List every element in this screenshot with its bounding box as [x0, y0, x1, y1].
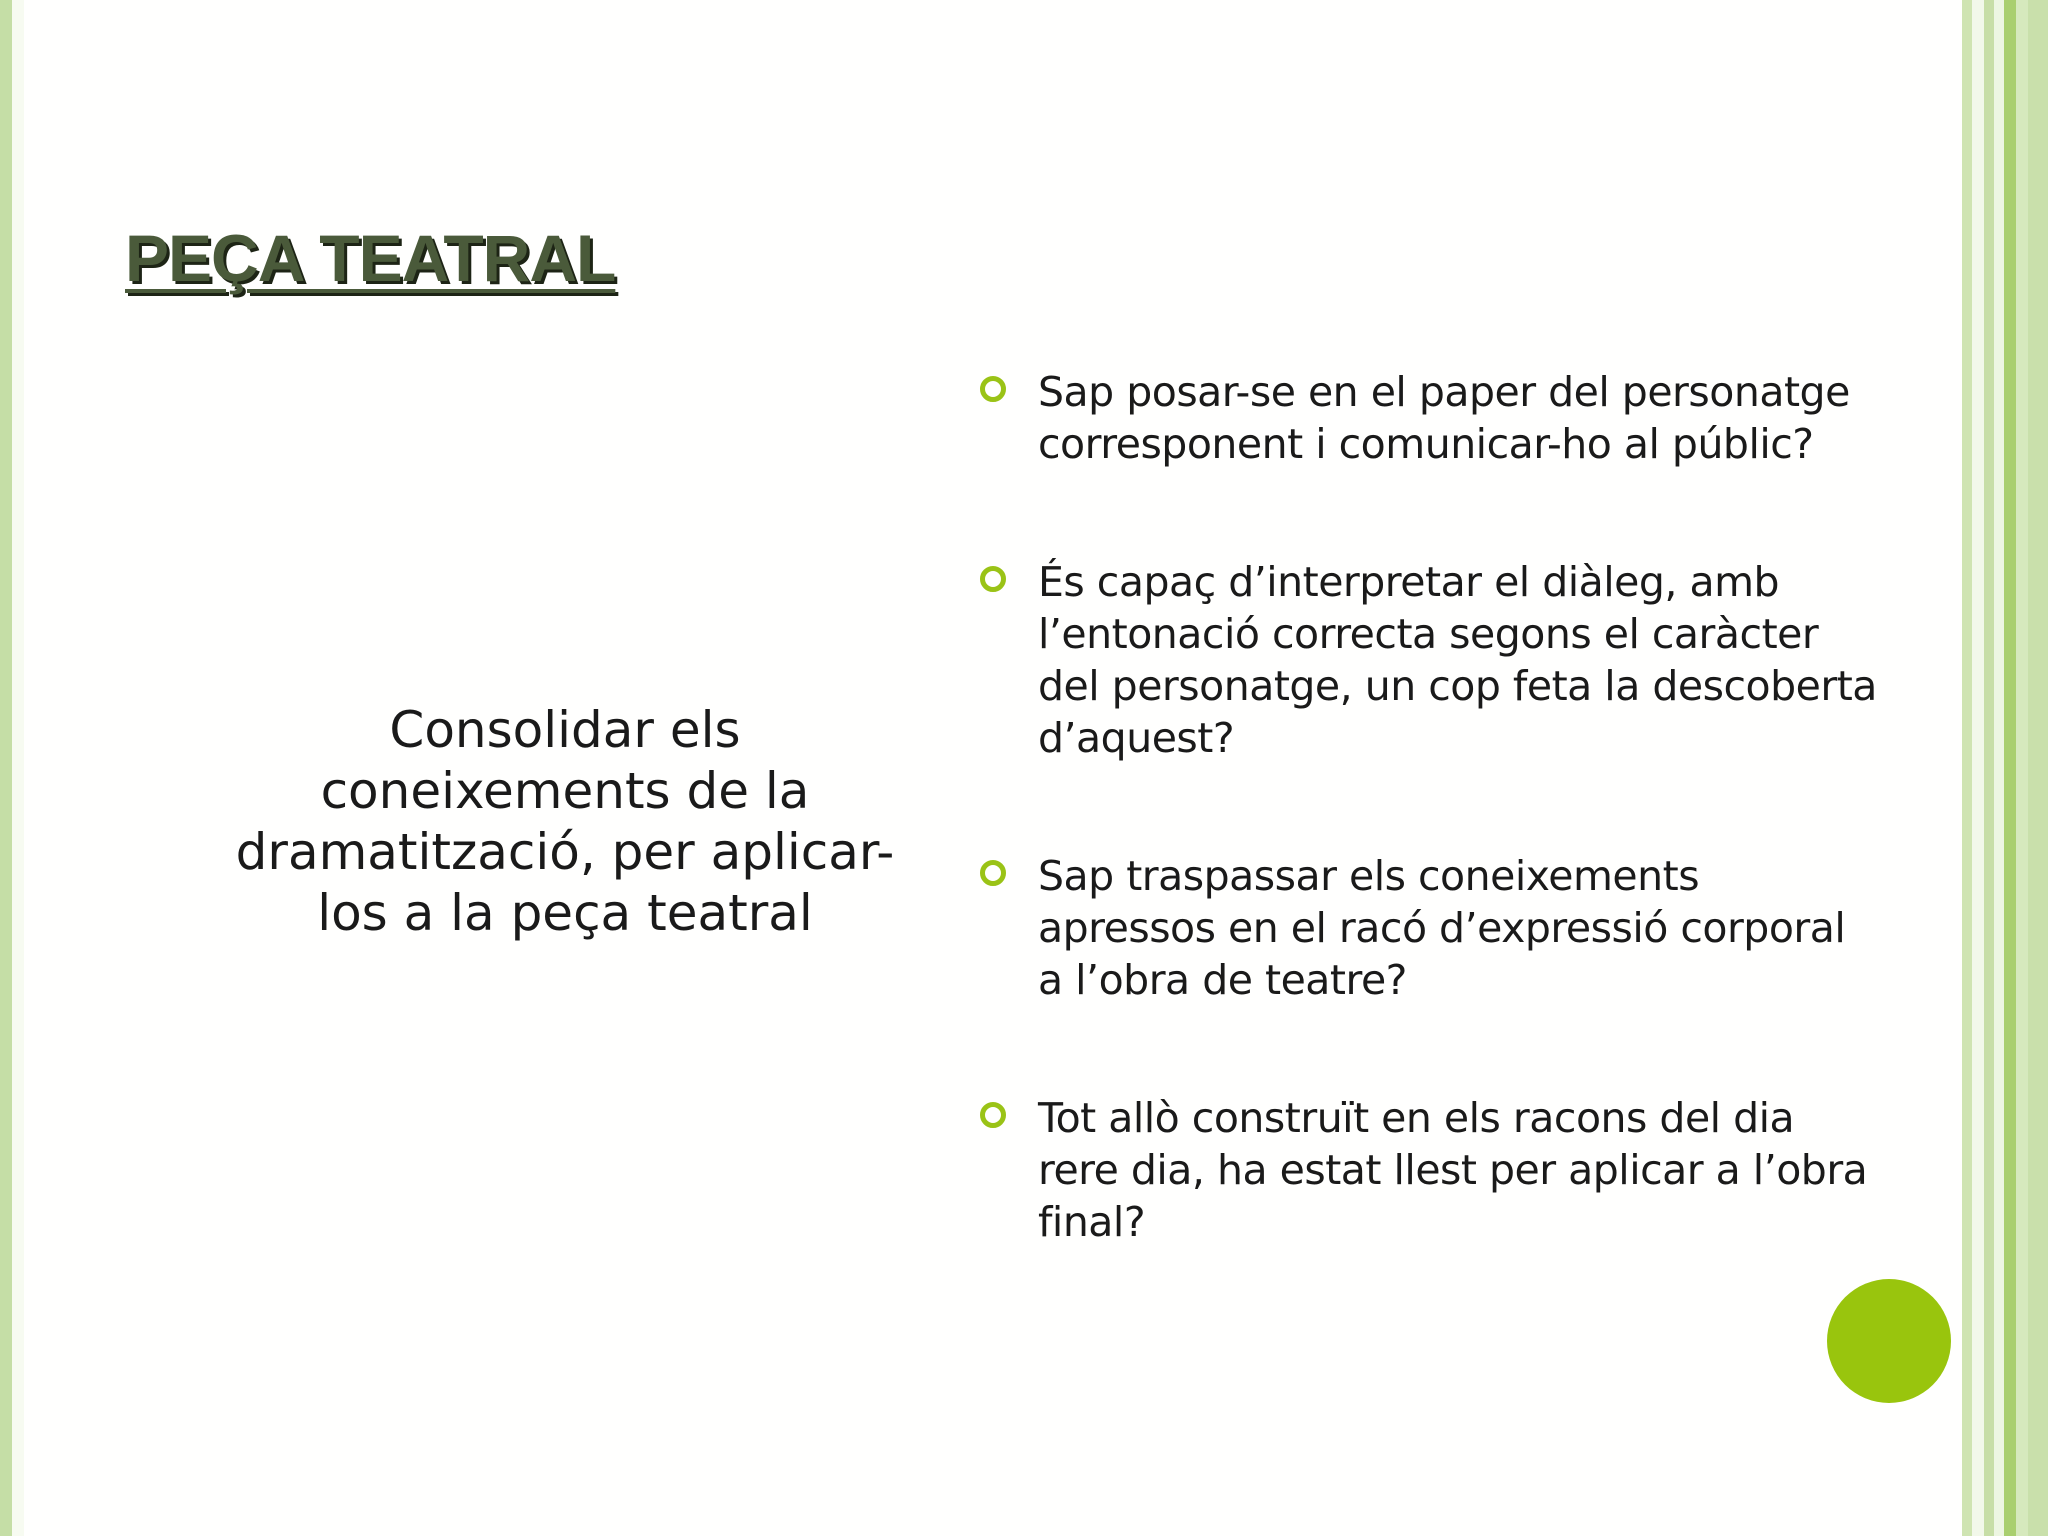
hollow-circle-bullet-icon	[980, 860, 1006, 886]
slide-title: PEÇA TEATRAL	[125, 221, 616, 295]
right-border-stripe-6	[2016, 0, 2028, 1536]
bullet-text: Tot allò construït en els racons del dia rere dia, ha estat llest per aplicar a l’obra final?	[1038, 1094, 1868, 1246]
right-border-stripe-7	[2028, 0, 2048, 1536]
hollow-circle-bullet-icon	[980, 566, 1006, 592]
left-border-stripe	[0, 0, 12, 1536]
right-border-stripe-2	[1972, 0, 1984, 1536]
right-border-stripe-5	[2004, 0, 2016, 1536]
right-border-stripe-4	[1994, 0, 2004, 1536]
objective-text: Consolidar els coneixements de la dramatització, per aplicar-los a la peça teatral	[235, 701, 895, 942]
hollow-circle-bullet-icon	[980, 1102, 1006, 1128]
right-border-stripe-3	[1984, 0, 1994, 1536]
bullet-item	[978, 1092, 1878, 1248]
bullet-item	[978, 850, 1878, 1006]
bullet-text: És capaç d’interpretar el diàleg, amb l’entonació correcta segons el caràcter del personatge, un cop feta la descoberta d’aquest?	[1038, 558, 1877, 762]
right-border-stripe-1	[1962, 0, 1972, 1536]
bullet-item	[978, 556, 1878, 764]
bullet-text: Sap traspassar els coneixements apressos en el racó d’expressió corporal a l’obra de teatre?	[1038, 852, 1846, 1004]
left-border-inner-stripe	[12, 0, 24, 1536]
bullet-item	[978, 366, 1878, 470]
bullet-text: Sap posar-se en el paper del personatge corresponent i comunicar-ho al públic?	[1038, 368, 1850, 468]
green-circle-decoration	[1827, 1279, 1951, 1403]
hollow-circle-bullet-icon	[980, 376, 1006, 402]
bullet-list	[978, 366, 1878, 1248]
